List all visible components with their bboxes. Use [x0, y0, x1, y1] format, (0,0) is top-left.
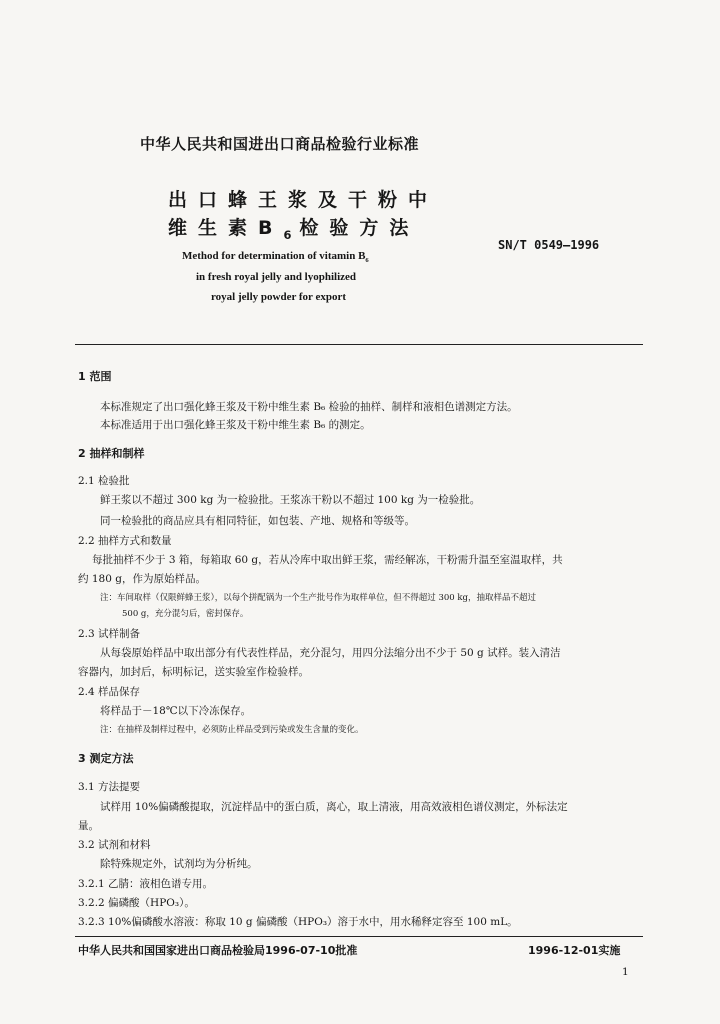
paragraph: 将样品于－18℃以下冷冻保存。	[100, 705, 252, 717]
title-line-2-sub: 6	[283, 227, 292, 242]
chinese-title-line-2	[168, 213, 419, 242]
standard-category-header: 中华人民共和国进出口商品检验行业标准	[140, 135, 420, 153]
paragraph: 约 180 g，作为原始样品。	[78, 573, 206, 585]
english-title-line-3: royal jelly powder for export	[211, 291, 347, 303]
paragraph: 同一检验批的商品应具有相同特征，如包装、产地、规格和等级等。	[100, 515, 415, 527]
section-1-heading: 1 范围	[78, 370, 112, 383]
subsection-heading: 3.2.1 乙腈：液相色谱专用。	[78, 878, 214, 890]
subsection-heading: 3.2.2 偏磷酸（HPO₃）。	[78, 897, 195, 909]
title-line-2-post: 检验方法	[299, 217, 420, 239]
note: 注：在抽样及制样过程中，必须防止样品受到污染或发生含量的变化。	[100, 725, 364, 735]
paragraph: 除特殊规定外，试剂均为分析纯。	[100, 858, 258, 870]
paragraph: 量。	[78, 820, 99, 832]
paragraph: 鲜王浆以不超过 300 kg 为一检验批。王浆冻干粉以不超过 100 kg 为一检验批。	[100, 494, 481, 506]
standard-number: SN/T 0549—1996	[498, 238, 600, 252]
english-title-line-1-pre: Method for determination of vitamin B	[182, 250, 366, 262]
effective-date: 1996-12-01实施	[528, 944, 621, 957]
english-title-line-2: in fresh royal jelly and lyophilized	[196, 271, 357, 283]
paragraph: 从每袋原始样品中取出部分有代表性样品，充分混匀，用四分法缩分出不少于 50 g 试样。装入清洁	[100, 647, 561, 659]
page-number: 1	[622, 966, 629, 978]
paragraph: 本标准适用于出口强化蜂王浆及干粉中维生素 B₆ 的测定。	[100, 419, 371, 431]
subsection-heading: 2.1 检验批	[78, 475, 130, 487]
paragraph: 每批抽样不少于 3 箱，每箱取 60 g，若从冷库中取出鲜王浆，需经解冻，干粉需升温至室温取样，共	[92, 554, 563, 566]
footer-divider	[75, 936, 643, 937]
section-2-heading: 2 抽样和制样	[78, 447, 145, 460]
subsection-heading: 3.2.3 10%偏磷酸水溶液：称取 10 g 偏磷酸（HPO₃）溶于水中，用水稀释定容至 100 mL。	[78, 916, 518, 928]
section-3-heading: 3 测定方法	[78, 752, 134, 765]
subsection-heading: 2.4 样品保存	[78, 686, 141, 698]
paragraph: 试样用 10%偏磷酸提取，沉淀样品中的蛋白质，离心，取上清液，用高效液相色谱仪测定，外标法定	[100, 801, 568, 813]
paragraph: 本标准规定了出口强化蜂王浆及干粉中维生素 B₆ 检验的抽样、制样和液相色谱测定方法。	[100, 401, 518, 413]
english-title-line-1-sub: 6	[365, 257, 369, 265]
note: 500 g，充分混匀后，密封保存。	[122, 609, 249, 619]
approval-line: 中华人民共和国国家进出口商品检验局1996-07-10批准	[78, 944, 358, 957]
title-line-2-pre: 维生素B	[168, 217, 284, 239]
note: 注：车间取样（仅限鲜蜂王浆），以每个拼配锅为一个生产批号作为取样单位，但不得超过 300 kg，抽取样品不超过	[100, 593, 536, 603]
paragraph: 容器内，加封后，标明标记，送实验室作检验样。	[78, 666, 309, 678]
subsection-heading: 2.2 抽样方式和数量	[78, 535, 172, 547]
subsection-heading: 2.3 试样制备	[78, 628, 141, 640]
subsection-heading: 3.1 方法提要	[78, 781, 141, 793]
subsection-heading: 3.2 试剂和材料	[78, 839, 151, 851]
english-title-line-1	[182, 250, 369, 264]
header-divider	[75, 344, 643, 345]
chinese-title-line-1: 出口蜂王浆及干粉中	[168, 189, 439, 211]
